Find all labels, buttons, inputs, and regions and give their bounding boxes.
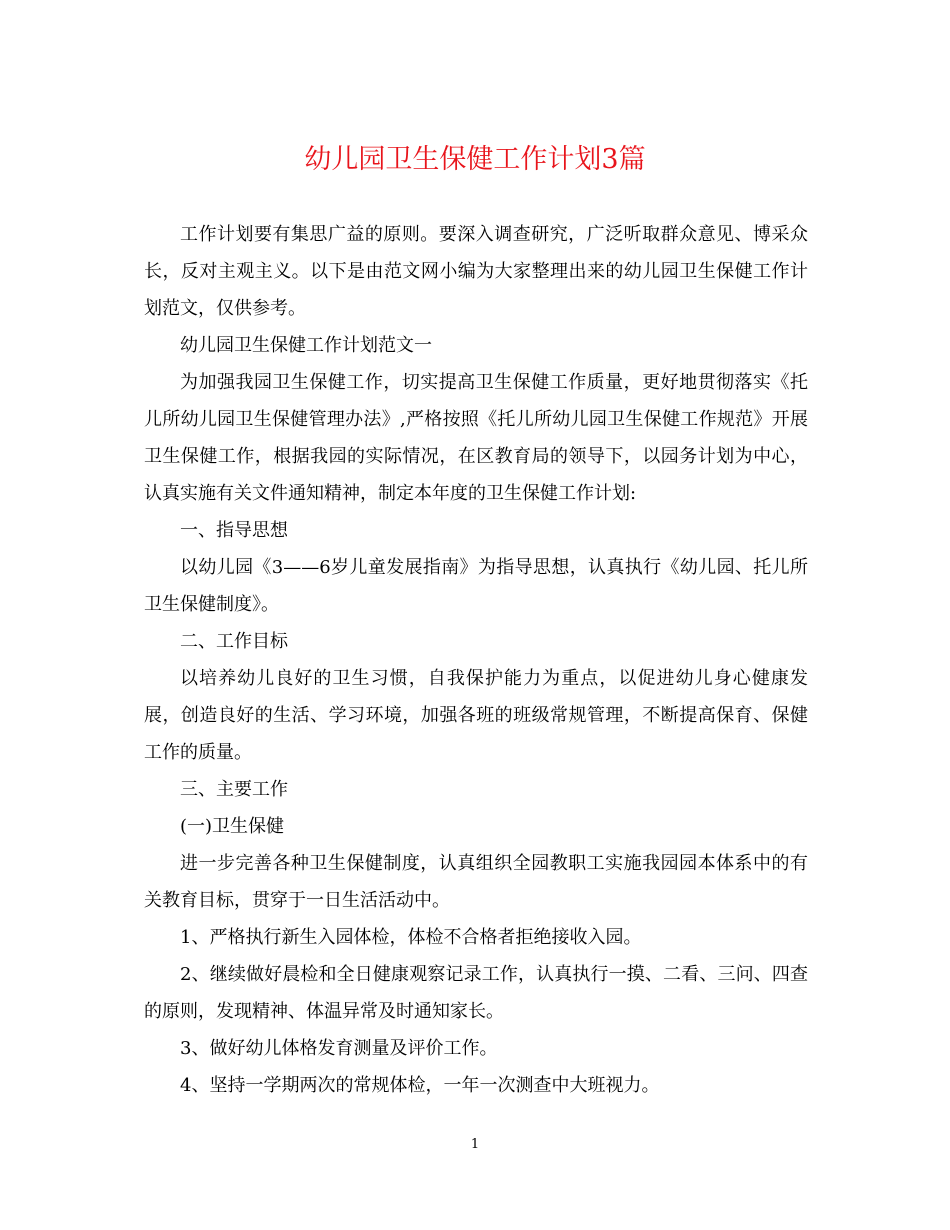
section-heading-guiding-thought: 一、指导思想	[180, 520, 288, 541]
page-number: 1	[470, 1137, 480, 1152]
list-item-3: 3、做好幼儿体格发育测量及评价工作。	[180, 1038, 498, 1059]
document-body	[144, 216, 808, 1104]
paragraph-guiding-thought: 以幼儿园《3——6岁儿童发展指南》为指导思想，认真执行《幼儿园、托儿所卫生保健制度》。	[144, 557, 808, 615]
paragraph-purpose: 为加强我园卫生保健工作，切实提高卫生保健工作质量，更好地贯彻落实《托儿所幼儿园卫生保健管理办法》,严格按照《托儿所幼儿园卫生保健工作规范》开展卫生保健工作，根据我园的实际情况，在区教育局的领导下，以园务计划为中心，认真实施有关文件通知精神，制定本年度的卫生保健工作计划:	[144, 372, 808, 504]
paragraph-heading-sample-one: 幼儿园卫生保健工作计划范文一	[180, 335, 432, 356]
paragraph-intro: 工作计划要有集思广益的原则。要深入调查研究，广泛听取群众意见、博采众长，反对主观主义。以下是由范文网小编为大家整理出来的幼儿园卫生保健工作计划范文，仅供参考。	[144, 224, 808, 319]
subsection-heading-hygiene: (一)卫生保健	[180, 816, 285, 837]
list-item-4: 4、坚持一学期两次的常规体检，一年一次测查中大班视力。	[180, 1075, 660, 1096]
section-heading-work-goals: 二、工作目标	[180, 631, 288, 652]
paragraph-hygiene: 进一步完善各种卫生保健制度，认真组织全园教职工实施我园园本体系中的有关教育目标，贯穿于一日生活活动中。	[144, 853, 808, 911]
list-item-2: 2、继续做好晨检和全日健康观察记录工作，认真执行一摸、二看、三问、四查的原则，发现精神、体温异常及时通知家长。	[144, 964, 808, 1022]
paragraph-work-goals: 以培养幼儿良好的卫生习惯，自我保护能力为重点，以促进幼儿身心健康发展，创造良好的生活、学习环境，加强各班的班级常规管理，不断提高保育、保健工作的质量。	[144, 668, 808, 763]
list-item-1: 1、严格执行新生入园体检，体检不合格者拒绝接收入园。	[180, 927, 642, 948]
section-heading-main-work: 三、主要工作	[180, 779, 288, 800]
document-title: 幼儿园卫生保健工作计划3篇	[304, 144, 646, 175]
